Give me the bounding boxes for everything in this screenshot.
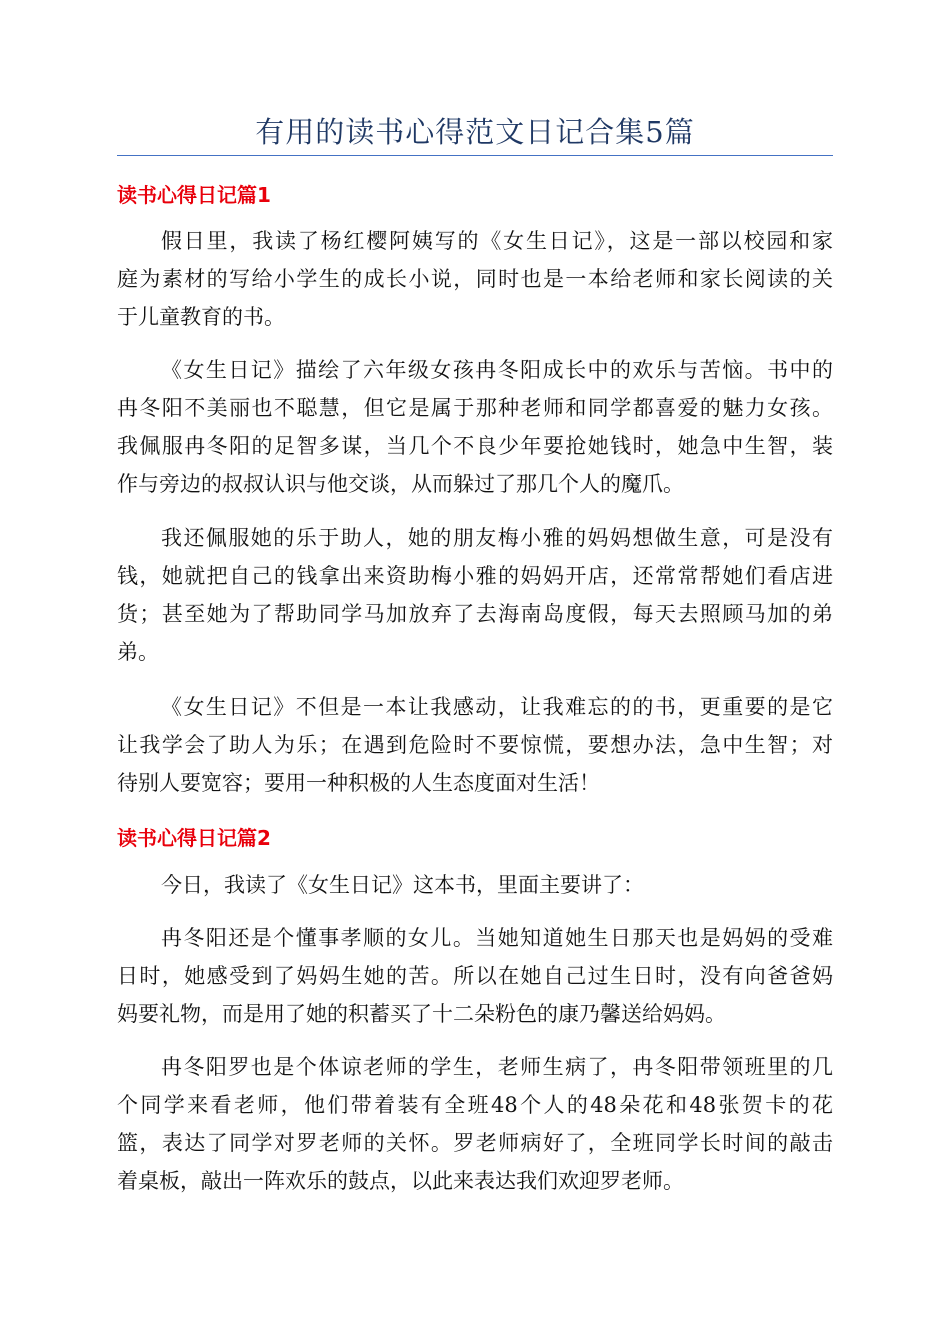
paragraph: [117, 351, 833, 503]
title-underline: [117, 155, 833, 156]
paragraph: [117, 222, 833, 336]
paragraph: [117, 866, 833, 904]
text-line: 妈要礼物，而是用了她的积蓄买了十二朵粉色的康乃馨送给妈妈。: [117, 1002, 726, 1026]
paragraph: [117, 919, 833, 1033]
text-line: 钱，她就把自己的钱拿出来资助梅小雅的妈妈开店，还常常帮她们看店进: [117, 564, 833, 588]
text-line: 冉冬阳罗也是个体谅老师的学生，老师生病了，冉冬阳带领班里的几: [161, 1055, 833, 1079]
text-line: 《女生日记》不但是一本让我感动，让我难忘的的书，更重要的是它: [161, 695, 833, 719]
text-line: 《女生日记》描绘了六年级女孩冉冬阳成长中的欢乐与苦恼。书中的: [161, 358, 833, 382]
text-line: 让我学会了助人为乐；在遇到危险时不要惊慌，要想办法，急中生智；对: [117, 733, 833, 757]
text-line: 冉冬阳还是个懂事孝顺的女儿。当她知道她生日那天也是妈妈的受难: [161, 926, 833, 950]
paragraph: [117, 688, 833, 802]
paragraph: [117, 519, 833, 671]
text-line: 我还佩服她的乐于助人，她的朋友梅小雅的妈妈想做生意，可是没有: [161, 526, 833, 550]
text-line: 作与旁边的叔叔认识与他交谈，从而躲过了那几个人的魔爪。: [117, 472, 684, 496]
text-line: 我佩服冉冬阳的足智多谋，当几个不良少年要抢她钱时，她急中生智，装: [117, 434, 833, 458]
text-line: 着桌板，敲出一阵欢乐的鼓点，以此来表达我们欢迎罗老师。: [117, 1169, 684, 1193]
text-line: 假日里，我读了杨红樱阿姨写的《女生日记》，这是一部以校园和家: [161, 229, 833, 253]
text-line: 篮，表达了同学对罗老师的关怀。罗老师病好了，全班同学长时间的敲击: [117, 1131, 833, 1155]
paragraph: [117, 1048, 833, 1200]
text-line: 于儿童教育的书。: [117, 305, 285, 329]
text-line: 个同学来看老师，他们带着装有全班48个人的48朵花和48张贺卡的花: [117, 1093, 833, 1117]
section-heading-2: 读书心得日记篇2: [117, 826, 271, 850]
document-title: 有用的读书心得范文日记合集5篇: [255, 115, 695, 149]
text-line: 日时，她感受到了妈妈生她的苦。所以在她自己过生日时，没有向爸爸妈: [117, 964, 833, 988]
text-line: 货；甚至她为了帮助同学马加放弃了去海南岛度假，每天去照顾马加的弟: [117, 602, 833, 626]
section-heading-1: 读书心得日记篇1: [117, 183, 271, 207]
text-line: 弟。: [117, 640, 159, 664]
text-line: 冉冬阳不美丽也不聪慧，但它是属于那种老师和同学都喜爱的魅力女孩。: [117, 396, 833, 420]
text-line: 今日，我读了《女生日记》这本书，里面主要讲了：: [161, 873, 644, 897]
text-line: 待别人要宽容；要用一种积极的人生态度面对生活！: [117, 771, 600, 795]
text-line: 庭为素材的写给小学生的成长小说，同时也是一本给老师和家长阅读的关: [117, 267, 833, 291]
